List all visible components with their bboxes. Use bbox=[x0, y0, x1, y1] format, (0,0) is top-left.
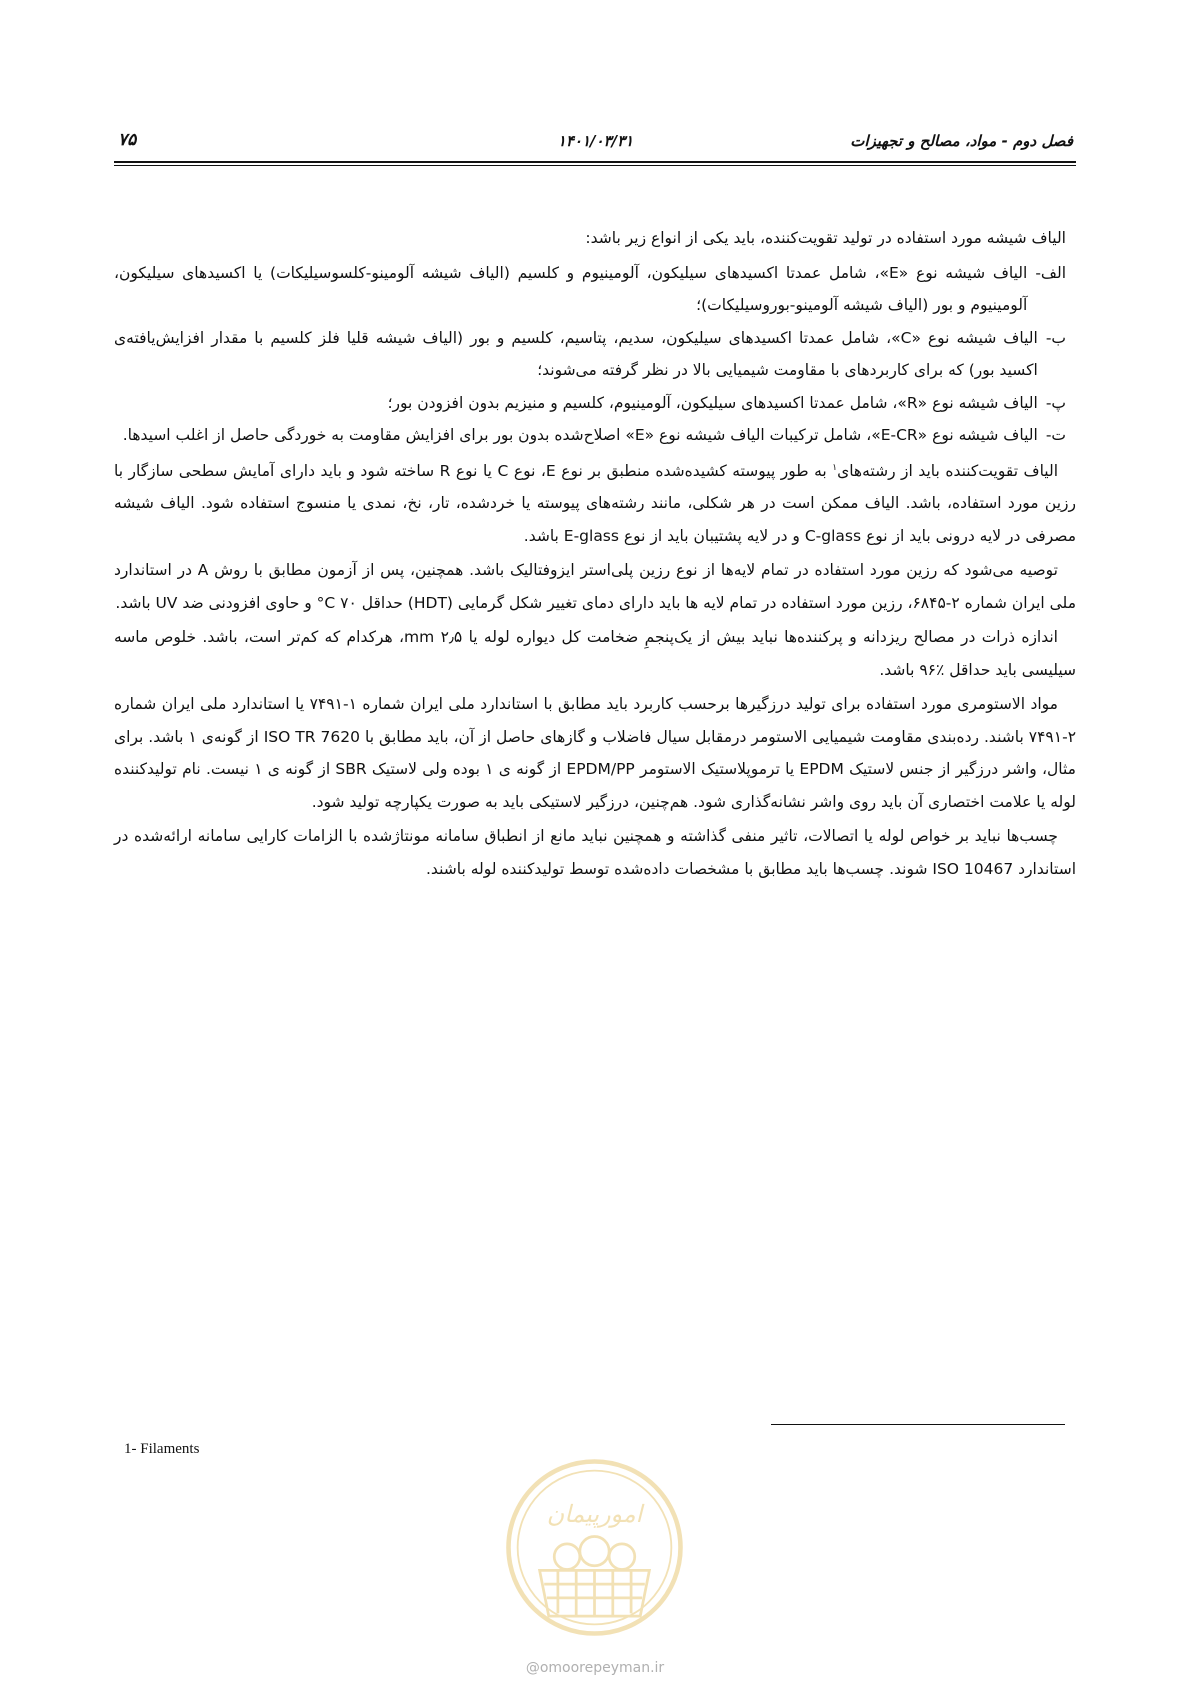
list-item-label: ب- bbox=[1045, 328, 1066, 347]
watermark-logo-text: امورپیمان bbox=[546, 1499, 643, 1528]
list-item-label: ت- bbox=[1045, 426, 1066, 444]
body-text bbox=[114, 222, 1076, 887]
intro-paragraph: الیاف شیشه مورد استفاده در تولید تقویت‌کننده، باید یکی از انواع زیر باشد: bbox=[585, 229, 1066, 247]
paragraph-resin: توصیه می‌شود که رزین مورد استفاده در تمام لایه‌ها از نوع رزین پلی‌استر ایزوفتالیک باشد. همچنین، پس از آزمون مطابق با روش A در استاندارد ملی ایران شماره ۲-۶۸۴۵، رزین مورد استفاده در تمام لایه ها باید دارای دمای تغییر شکل گرمایی (HDT) حداقل ‎°C ۷۰ و حاوی افزودنی ضد UV باشد. bbox=[114, 561, 1076, 612]
header-rule bbox=[114, 161, 1076, 163]
paragraph-fibers-rest: به طور پیوسته کشیده‌شده منطبق بر نوع E، نوع C یا نوع R ساخته شود و باید دارای آمایش سطحی سازگار با رزین مورد استفاده، باشد. الیاف ممکن است در هر شکلی، مانند رشته‌های پیوسته یا خردشده، تار، نخ، نمدی یا منسوج استفاده شود. الیاف شیشه مصرفی در لایه درونی باید از نوع C-glass و در لایه پشتیبان باید از نوع E-glass باشد. bbox=[114, 461, 1076, 545]
page-header bbox=[118, 128, 1073, 158]
paragraph-adhesives: چسب‌ها نباید بر خواص لوله یا اتصالات، تاثیر منفی گذاشته و همچنین نباید مانع از انطباق سامانه مونتاژشده با الزامات کارایی سامانه ارائه‌شده در استاندارد ISO 10467 شوند. چسب‌ها باید مطابق با مشخصات داده‌شده توسط تولیدکننده لوله باشند. bbox=[114, 827, 1076, 878]
list-item bbox=[114, 387, 1076, 420]
footnote-rule bbox=[771, 1424, 1065, 1425]
list-item-text: الیاف شیشه نوع «E-CR»، شامل ترکیبات الیاف شیشه نوع «E» اصلاح‌شده بدون بور برای افزایش مقاومت به خوردگی حاصل از اغلب اسیدها. bbox=[122, 426, 1038, 444]
chapter-title: فصل دوم - مواد، مصالح و تجهیزات bbox=[850, 132, 1073, 150]
paragraph-particles: اندازه ذرات در مصالح ریزدانه و پرکننده‌ها نباید بیش از یک‌پنجمِ ضخامت کل دیواره لوله یا ۲٫۵ mm، هرکدام که کم‌تر است، باشد. خلوص ماسه سیلیسی باید حداقل ٪۹۶ باشد. bbox=[114, 628, 1076, 679]
footnote: 1- Filaments bbox=[124, 1441, 200, 1457]
footnote-marker: ۱ bbox=[832, 462, 838, 473]
list-item bbox=[114, 257, 1076, 322]
list-item-text: الیاف شیشه نوع «R»، شامل عمدتا اکسیدهای سیلیکون، آلومینیوم، کلسیم و منیزیم بدون افزودن بور؛ bbox=[387, 393, 1038, 412]
list-item-label: پ- bbox=[1045, 393, 1066, 412]
watermark-logo bbox=[503, 1456, 686, 1639]
list-item-text: الیاف شیشه نوع «E»، شامل عمدتا اکسیدهای سیلیکون، آلومینیوم و کلسیم (الیاف شیشه آلومینو-کلسوسیلیکات) یا اکسیدهای سیلیکون، آلومینیوم و بور (الیاف شیشه آلومینو-بوروسیلیکات)؛ bbox=[114, 263, 1028, 314]
header-rule-thin bbox=[114, 165, 1076, 166]
paragraph-fibers bbox=[114, 452, 1076, 553]
paragraph-fibers-start: الیاف تقویت‌کننده باید از رشته‌های bbox=[837, 461, 1058, 480]
list-item-text: الیاف شیشه نوع «C»، شامل عمدتا اکسیدهای سیلیکون، سدیم، پتاسیم، کلسیم و بور (الیاف شیشه قلیا فلز کلسیم با مقدار افزایش‌یافته‌ی اکسید بور) که برای کاربردهای با مقاومت شیمیایی بالا در نظر گرفته می‌شوند؛ bbox=[114, 328, 1038, 379]
watermark-site: @omoorepeyman.ir bbox=[525, 1660, 665, 1676]
list-item bbox=[114, 322, 1076, 387]
page-number: ۷۵ bbox=[118, 130, 137, 150]
paragraph-elastomer: مواد الاستومری مورد استفاده برای تولید درزگیرها برحسب کاربرد باید مطابق با استاندارد ملی ایران شماره ۱-۷۴۹۱ یا استاندارد ملی ایران شماره ۲-۷۴۹۱ باشند. رده‌بندی مقاومت شیمیایی الاستومر درمقابل سیال فاضلاب و گازهای حاصل از آن، باید مطابق با ISO TR 7620 از گونه‌ی ۱ باشد. برای مثال، واشر درزگیر از جنس لاستیک EPDM یا ترموپلاستیک الاستومر EPDM/PP از گونه ی ۱ بوده ولی لاستیک SBR از گونه ی ۱ نیست. نام تولیدکننده لوله یا علامت اختصاری آن باید روی واشر نشانه‌گذاری شود. هم‌چنین، درزگیر لاستیکی باید به صورت یکپارچه تولید شود. bbox=[114, 695, 1077, 811]
list-item-label: الف- bbox=[1035, 263, 1066, 282]
header-date: ۱۴۰۱/۰۳/۳۱ bbox=[557, 132, 634, 150]
list-item bbox=[114, 419, 1076, 452]
